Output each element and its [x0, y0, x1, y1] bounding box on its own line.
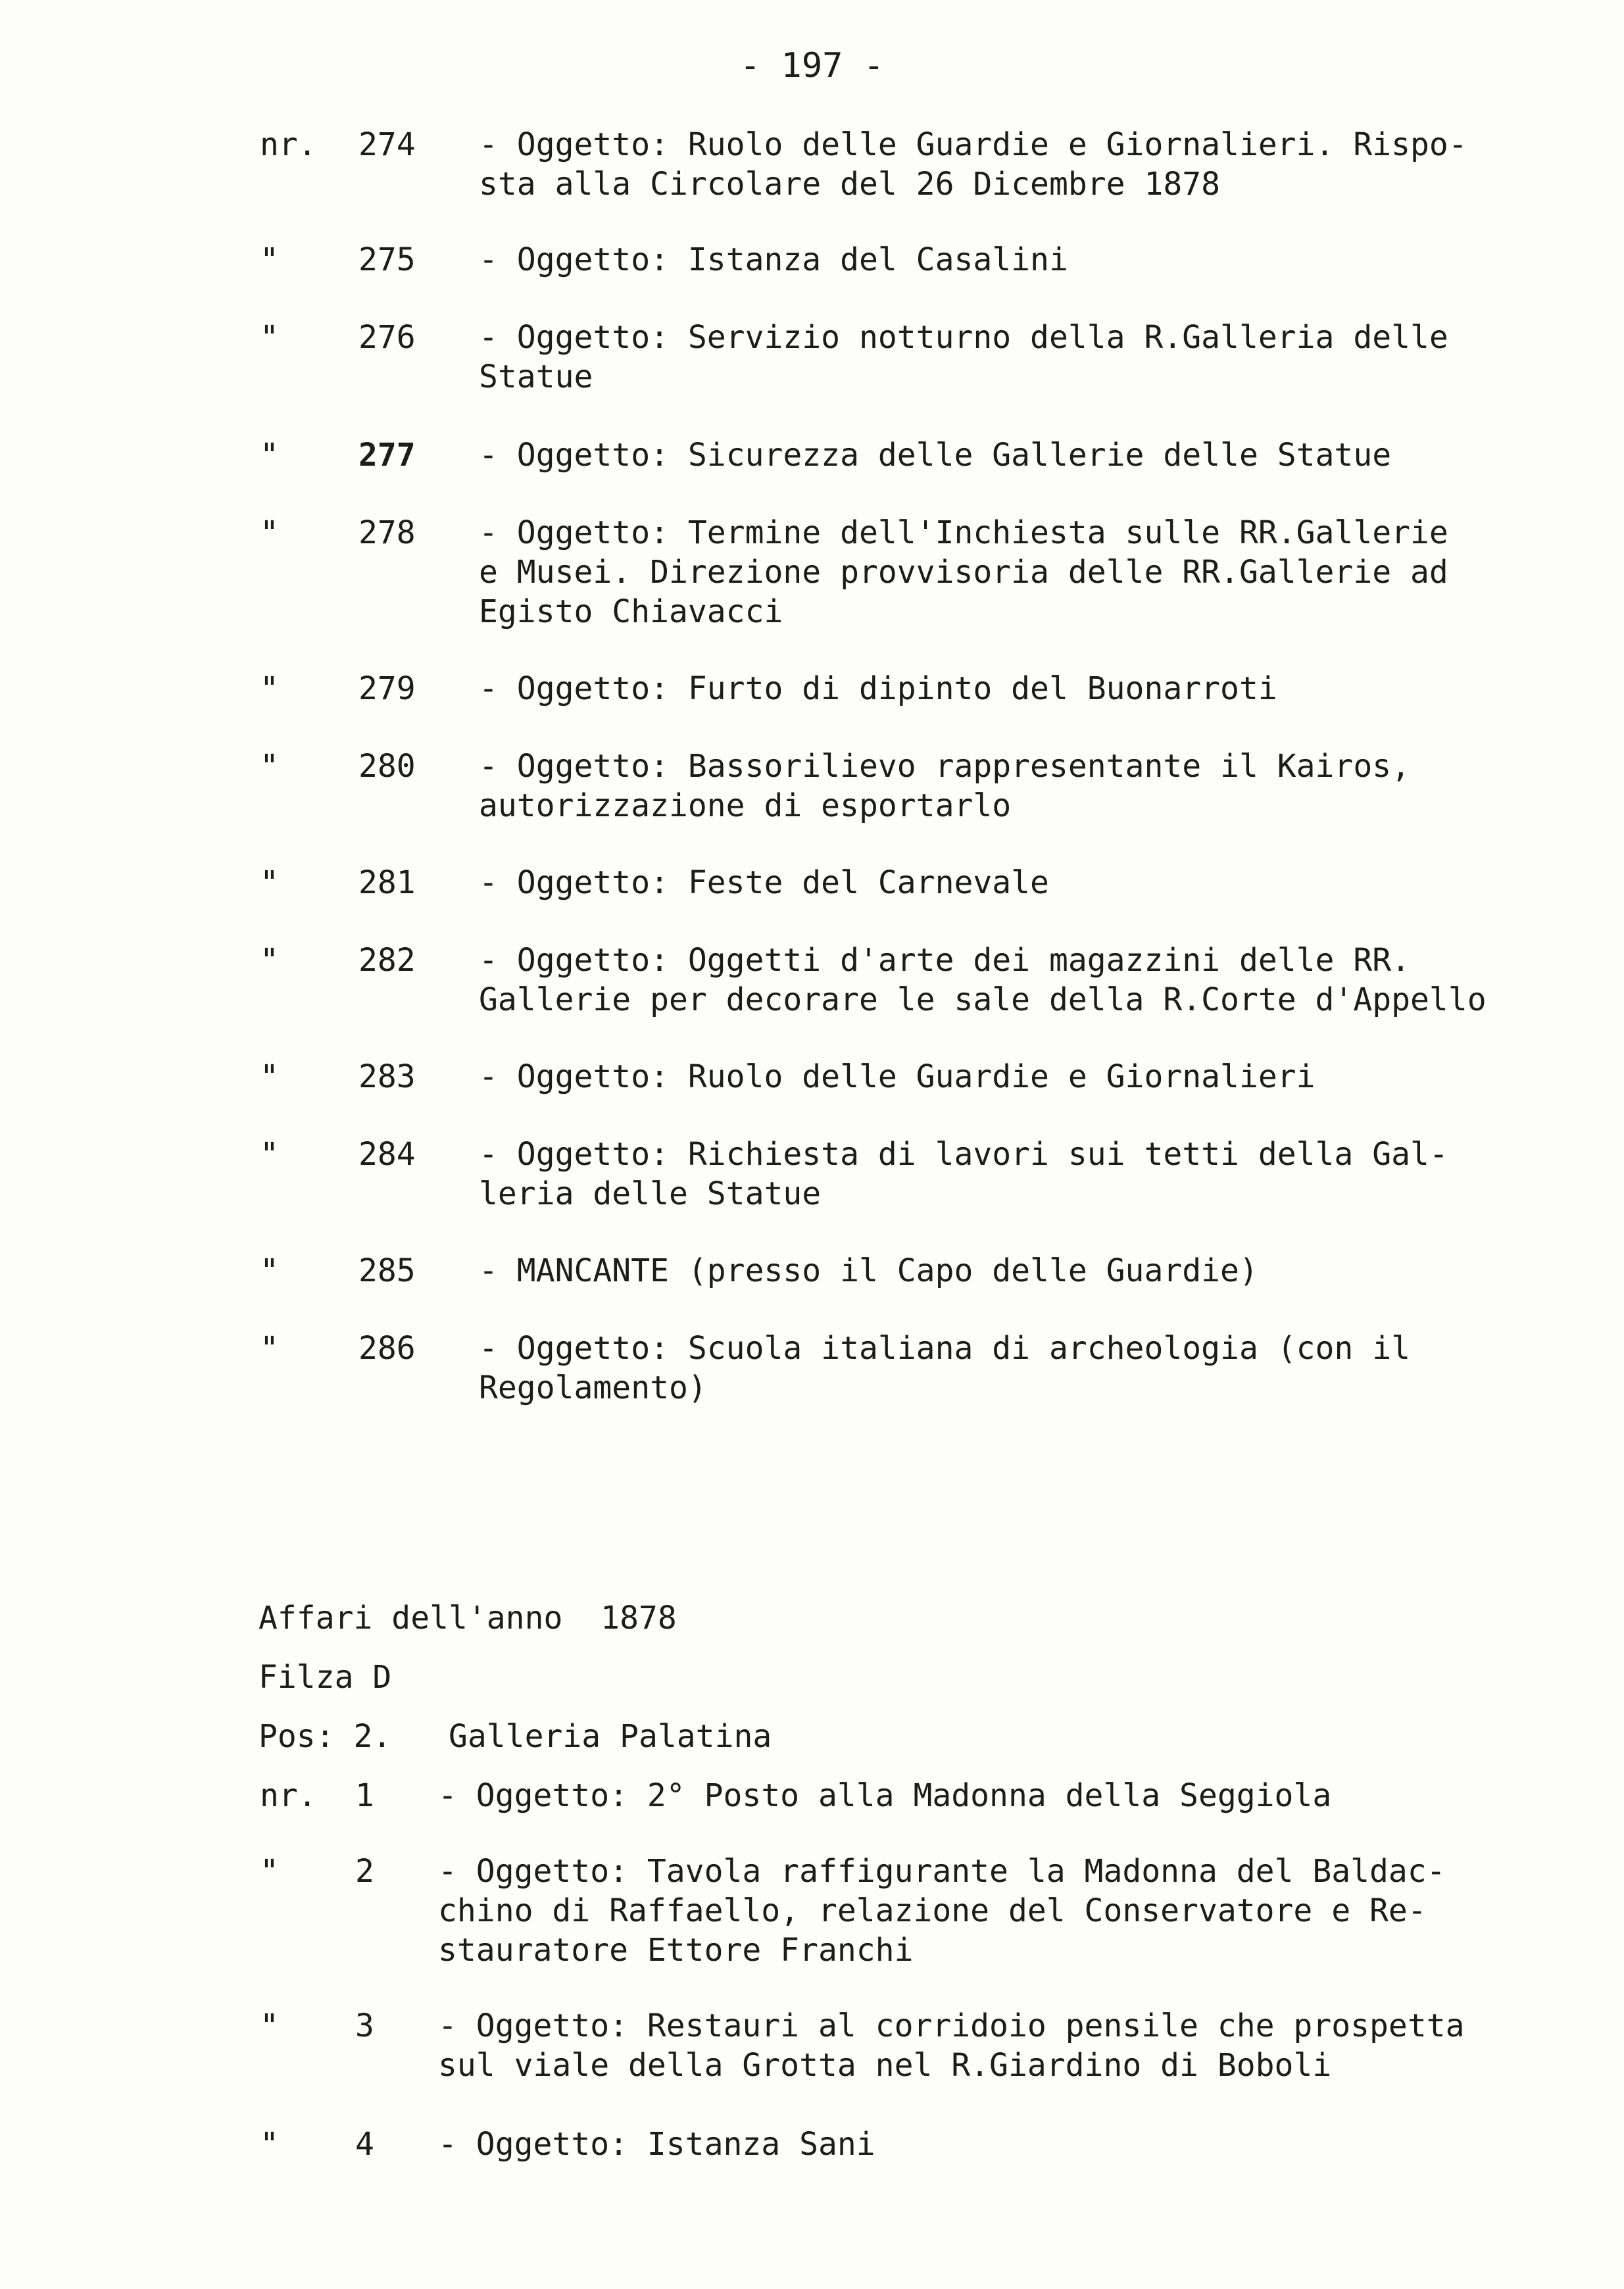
entry-text-line: - Oggetto: Scuola italiana di archeologia (con il [479, 1330, 1411, 1367]
entry-text-line: sul viale della Grotta nel R.Giardino di Boboli [438, 2047, 1332, 2084]
entry-prefix: " [260, 1853, 279, 1890]
entry-text-line: - Oggetto: Sicurezza delle Gallerie delle Statue [479, 437, 1392, 474]
entry-text-line: - Oggetto: Istanza del Casalini [479, 241, 1068, 278]
entry-text-line: Statue [479, 358, 593, 395]
entry-text-line: - Oggetto: Tavola raffigurante la Madonna del Baldac- [438, 1853, 1446, 1890]
entry-prefix: " [260, 1330, 279, 1367]
entry-number: 3 [355, 2007, 374, 2044]
entry-prefix: " [260, 514, 279, 551]
entry-number: 278 [358, 514, 416, 551]
entry-text-line: - Oggetto: 2° Posto alla Madonna della Seggiola [438, 1777, 1332, 1814]
entry-text-line: - Oggetto: Oggetti d'arte dei magazzini delle RR. [479, 942, 1411, 979]
entry-number: 284 [358, 1136, 416, 1173]
entry-number: 280 [358, 748, 416, 785]
entry-prefix: " [260, 241, 279, 278]
entry-number: 2 [355, 1853, 374, 1890]
section-filza-line: Filza D [258, 1659, 392, 1696]
entry-prefix: " [260, 319, 279, 356]
entry-number: 281 [358, 864, 416, 901]
entry-prefix: nr. [260, 1777, 317, 1814]
entry-text-line: Regolamento) [479, 1369, 707, 1406]
entry-prefix: " [260, 2007, 279, 2044]
entry-prefix: " [260, 2126, 279, 2163]
entry-text-line: - Oggetto: Termine dell'Inchiesta sulle RR.Gallerie [479, 514, 1448, 551]
entry-text-line: autorizzazione di esportarlo [479, 787, 1012, 824]
entry-text-line: - Oggetto: Servizio notturno della R.Galleria delle [479, 319, 1448, 356]
entry-prefix: " [260, 1058, 279, 1095]
entry-text-line: leria delle Statue [479, 1175, 822, 1212]
entry-number: 282 [358, 942, 416, 979]
entry-text-line: - MANCANTE (presso il Capo delle Guardie) [479, 1252, 1258, 1289]
entry-text-line: - Oggetto: Furto di dipinto del Buonarroti [479, 670, 1277, 707]
entry-text-line: - Oggetto: Istanza Sani [438, 2126, 875, 2163]
entry-prefix: " [260, 1252, 279, 1289]
entry-text-line: sta alla Circolare del 26 Dicembre 1878 [479, 166, 1221, 203]
entry-prefix: " [260, 437, 279, 474]
entry-number: 274 [358, 126, 416, 163]
entry-number: 277 [358, 437, 416, 474]
entry-prefix: " [260, 748, 279, 785]
page-number: - 197 - [739, 46, 885, 86]
section-year-line: Affari dell'anno 1878 [258, 1600, 677, 1637]
entry-text-line: stauratore Ettore Franchi [438, 1932, 914, 1969]
entry-text-line: - Oggetto: Restauri al corridoio pensile che prospetta [438, 2007, 1465, 2044]
entry-prefix: " [260, 864, 279, 901]
entry-number: 275 [358, 241, 416, 278]
entry-text-line: - Oggetto: Feste del Carnevale [479, 864, 1049, 901]
entry-text-line: Egisto Chiavacci [479, 593, 783, 630]
entry-number: 283 [358, 1058, 416, 1095]
entry-number: 279 [358, 670, 416, 707]
entry-prefix: " [260, 1136, 279, 1173]
entry-text-line: e Musei. Direzione provvisoria delle RR.Gallerie ad [479, 554, 1448, 591]
entry-text-line: - Oggetto: Ruolo delle Guardie e Giornalieri. Rispo- [479, 126, 1467, 163]
entry-number: 276 [358, 319, 416, 356]
entry-text-line: chino di Raffaello, relazione del Conservatore e Re- [438, 1892, 1427, 1929]
entry-number: 4 [355, 2126, 374, 2163]
entry-text-line: - Oggetto: Ruolo delle Guardie e Giornalieri [479, 1058, 1316, 1095]
entry-number: 286 [358, 1330, 416, 1367]
entry-text-line: Gallerie per decorare le sale della R.Corte d'Appello [479, 981, 1487, 1018]
entry-prefix: " [260, 942, 279, 979]
section-position-line: Pos: 2. Galleria Palatina [258, 1718, 772, 1755]
entry-number: 1 [355, 1777, 374, 1814]
entry-number: 285 [358, 1252, 416, 1289]
entry-text-line: - Oggetto: Bassorilievo rappresentante il Kairos, [479, 748, 1411, 785]
entry-prefix: nr. [260, 126, 317, 163]
entry-prefix: " [260, 670, 279, 707]
entry-text-line: - Oggetto: Richiesta di lavori sui tetti della Gal- [479, 1136, 1448, 1173]
